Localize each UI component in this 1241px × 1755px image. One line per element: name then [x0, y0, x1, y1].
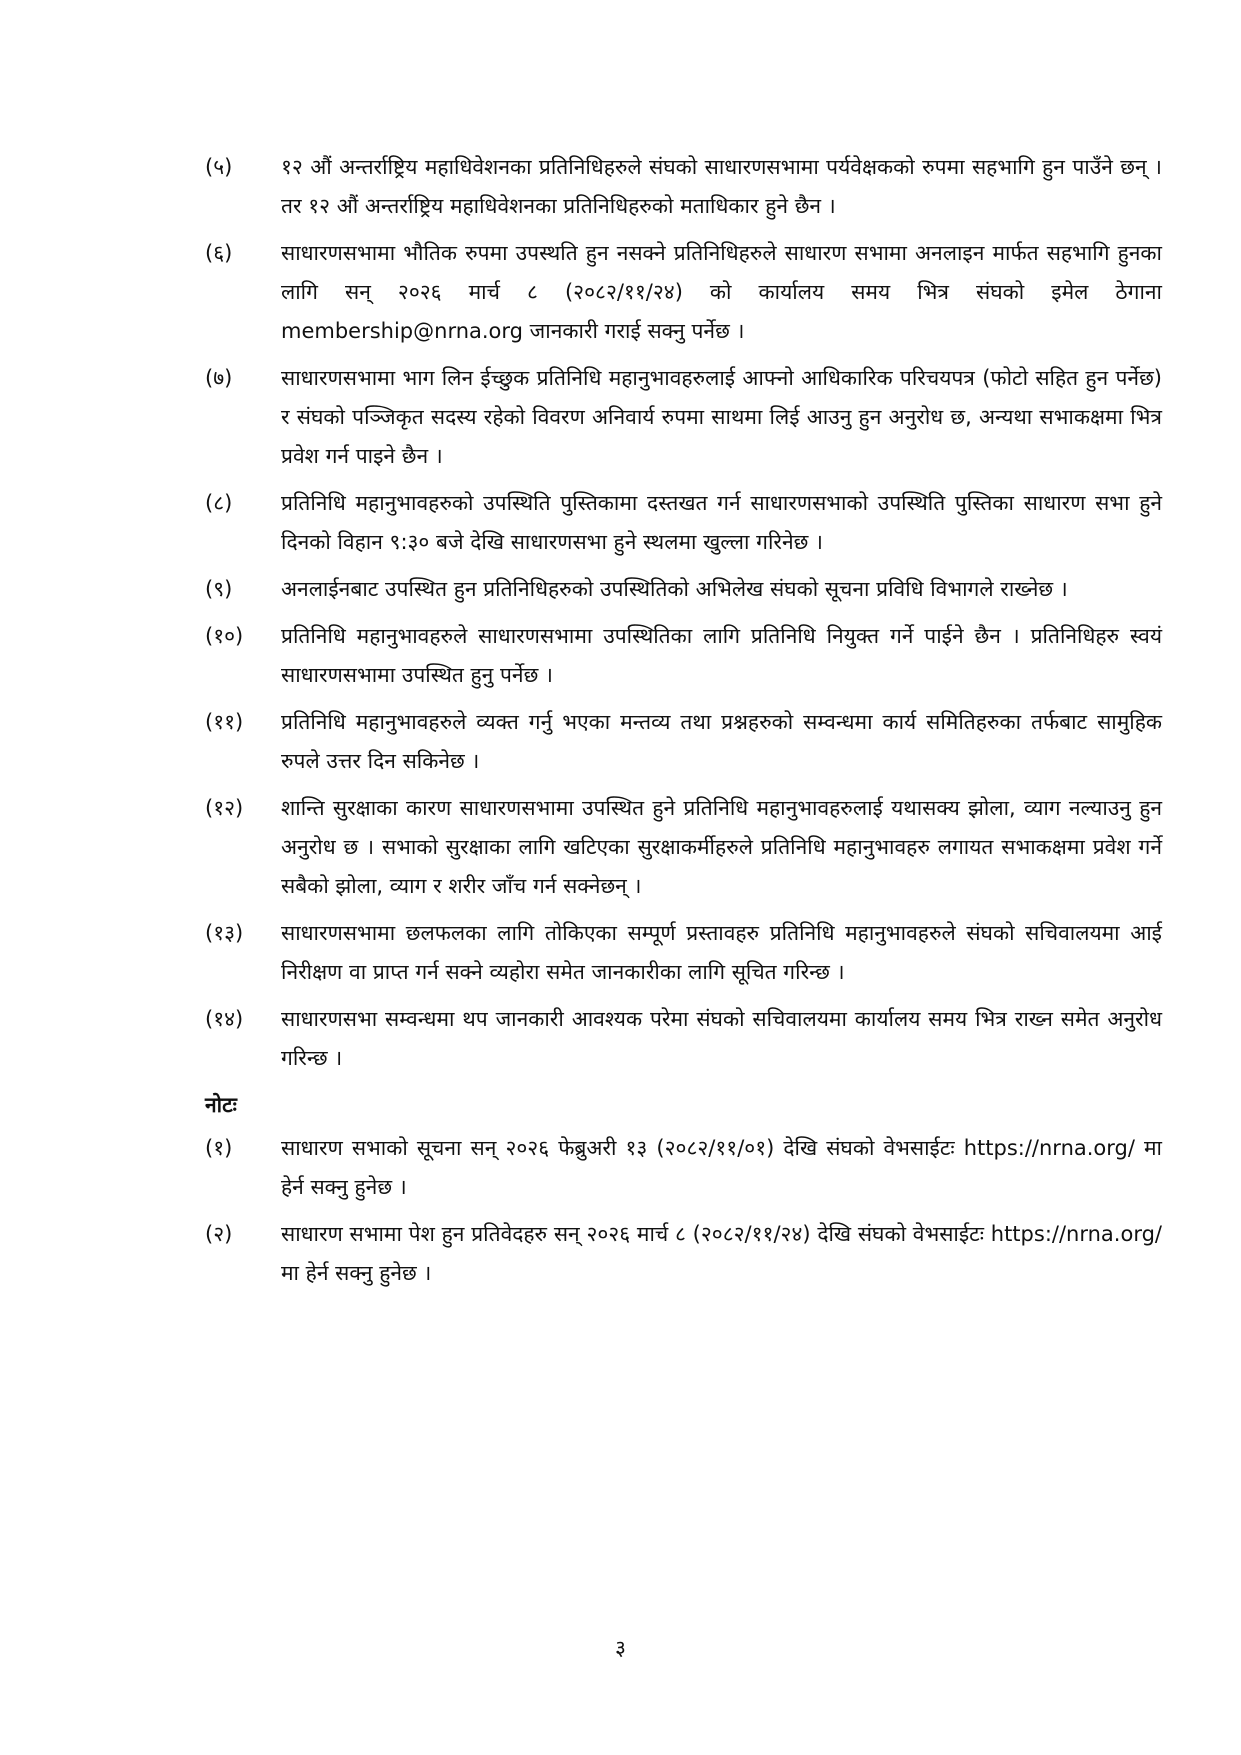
item-number: (८) — [205, 491, 233, 515]
item-number: (१३) — [205, 921, 244, 945]
page-number: ३ — [615, 1636, 626, 1660]
item-text: साधारणसभा सम्वन्धमा थप जानकारी आवश्यक परेमा संघको सचिवालयमा कार्यालय समय भित्र राख्न समेत अनुरोध गरिन्छ । — [281, 1007, 1162, 1070]
notes-heading: नोटः — [205, 1093, 237, 1117]
item-text: प्रतिनिधि महानुभावहरुले व्यक्त गर्नु भएका मन्तव्य तथा प्रश्नहरुको सम्वन्धमा कार्य समितिहरुका तर्फबाट सामुहिक रुपले उत्तर दिन सकिनेछ । — [281, 710, 1162, 773]
list-item — [205, 359, 1162, 476]
note-number: (१) — [205, 1136, 233, 1160]
item-text: प्रतिनिधि महानुभावहरुले साधारणसभामा उपस्थितिका लागि प्रतिनिधि नियुक्त गर्ने पाईने छैन । प्रतिनिधिहरु स्वयं साधारणसभामा उपस्थित हुनु पर्नेछ । — [281, 624, 1162, 687]
list-item — [205, 148, 1162, 226]
item-number: (७) — [205, 366, 233, 390]
list-item — [205, 617, 1162, 695]
item-number: (११) — [205, 710, 244, 734]
item-text: साधारणसभामा छलफलका लागि तोकिएका सम्पूर्ण प्रस्तावहरु प्रतिनिधि महानुभावहरुले संघको सचिवालयमा आई निरीक्षण वा प्राप्त गर्न सक्ने व्यहोरा समेत जानकारीका लागि सूचित गरिन्छ । — [281, 921, 1162, 984]
list-item — [205, 484, 1162, 562]
note-item — [205, 1129, 1162, 1207]
note-number: (२) — [205, 1222, 233, 1246]
list-item — [205, 914, 1162, 992]
note-text: साधारण सभाको सूचना सन् २०२६ फेब्रुअरी १३ (२०८२/११/०१) देखि संघको वेभसाईटः https://nrna.org/ मा हेर्न सक्नु हुनेछ । — [281, 1136, 1162, 1199]
list-item — [205, 570, 1162, 609]
item-number: (१०) — [205, 624, 244, 648]
list-item — [205, 789, 1162, 906]
list-item — [205, 234, 1162, 351]
note-item — [205, 1215, 1162, 1293]
item-text: साधारणसभामा भाग लिन ईच्छुक प्रतिनिधि महानुभावहरुलाई आफ्नो आधिकारिक परिचयपत्र (फोटो सहित हुन पर्नेछ) र संघको पञ्जिकृत सदस्य रहेको विवरण अनिवार्य रुपमा साथमा लिई आउनु हुन अनुरोध छ, अन्यथा सभाकक्षमा भित्र प्रवेश गर्न पाइने छैन । — [281, 366, 1162, 468]
item-text: शान्ति सुरक्षाका कारण साधारणसभामा उपस्थित हुने प्रतिनिधि महानुभावहरुलाई यथासक्य झोला, व्याग नल्याउनु हुन अनुरोध छ । सभाको सुरक्षाका लागि खटिएका सुरक्षाकर्मीहरुले प्रतिनिधि महानुभावहरु लगायत सभाकक्षमा प्रवेश गर्ने सबैको झोला, व्याग र शरीर जाँच गर्न सक्नेछन् । — [281, 796, 1162, 898]
item-text: अनलाईनबाट उपस्थित हुन प्रतिनिधिहरुको उपस्थितिको अभिलेख संघको सूचना प्रविधि विभागले राख्नेछ । — [281, 577, 1068, 601]
list-item — [205, 703, 1162, 781]
item-number: (१२) — [205, 796, 244, 820]
item-number: (६) — [205, 241, 233, 265]
item-text: १२ औं अन्तर्राष्ट्रिय महाधिवेशनका प्रतिनिधिहरुले संघको साधारणसभामा पर्यवेक्षकको रुपमा सहभागि हुन पाउँने छन् । तर १२ औं अन्तर्राष्ट्रिय महाधिवेशनका प्रतिनिधिहरुको मताधिकार हुने छैन । — [281, 155, 1162, 218]
list-item — [205, 1000, 1162, 1078]
note-text: साधारण सभामा पेश हुन प्रतिवेदहरु सन् २०२६ मार्च ८ (२०८२/११/२४) देखि संघको वेभसाईटः https://nrna.org/ मा हेर्न सक्नु हुनेछ । — [281, 1222, 1162, 1285]
item-text: साधारणसभामा भौतिक रुपमा उपस्थति हुन नसक्ने प्रतिनिधिहरुले साधारण सभामा अनलाइन मार्फत सहभागि हुनका लागि सन् २०२६ मार्च ८ (२०८२/११/२४) को कार्यालय समय भित्र संघको इमेल ठेगाना membership@nrna.org जानकारी गराई सक्नु पर्नेछ । — [281, 241, 1162, 343]
item-number: (९) — [205, 577, 233, 601]
item-number: (५) — [205, 155, 233, 179]
item-number: (१४) — [205, 1007, 244, 1031]
item-text: प्रतिनिधि महानुभावहरुको उपस्थिति पुस्तिकामा दस्तखत गर्न साधारणसभाको उपस्थिति पुस्तिका साधारण सभा हुने दिनको विहान ९:३० बजे देखि साधारणसभा हुने स्थलमा खुल्ला गरिनेछ । — [281, 491, 1162, 554]
document-body — [205, 148, 1162, 1301]
